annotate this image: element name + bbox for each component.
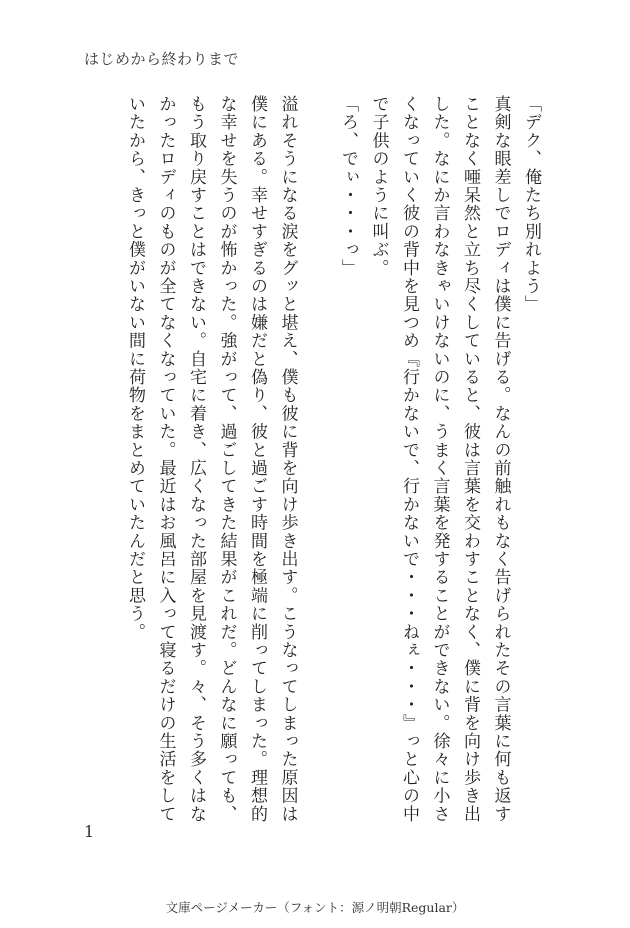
dialogue-paragraph: 「ろ、でぃ・・・っ」 xyxy=(338,95,358,277)
running-title: はじめから終わりまで xyxy=(84,50,240,68)
page-number: 1 xyxy=(84,822,95,841)
narration-paragraph: 真剣な眼差しでロディは僕に告げる。なんの前触れもなく告げられたその言葉に何も返すことなく唖呆然と立ち尽くしていると、彼は言葉を交わすことなく、僕に背を向け歩き出した。なにか言わなきゃいけないのに、うまく言葉を発することができない。徐々に小さくなっていく彼の背中を見つめ『行かないで、行かないで・・・ねぇ・・・』っと心の中で子供のように叫ぶ。 xyxy=(368,95,511,823)
footer-credit: 文庫ページメーカー（フォント：源ノ明朝Regular） xyxy=(165,900,465,915)
body-text xyxy=(76,95,546,840)
narration-paragraph: 溢れそうになる涙をグッと堪え、僕も彼に背を向け歩き出す。こうなってしまった原因は僕にある。幸せすぎるのは嫌だと偽り、彼と過ごす時間を極端に削ってしまった。理想的な幸せを失うのが怖かった。強がって、過ごしてきた結果がこれだ。どんなに願っても、もう取り戻すことはできない。自宅に着き、広くなった部屋を見渡す。々、そう多くはなかったロディのものが全てなくなっていた。最近はお風呂に入って寝るだけの生活をしていたから、きっと僕がいない間に荷物をまとめていたんだと思う。 xyxy=(125,95,298,824)
dialogue-paragraph: 「デク、俺たち別れよう」 xyxy=(521,95,541,314)
